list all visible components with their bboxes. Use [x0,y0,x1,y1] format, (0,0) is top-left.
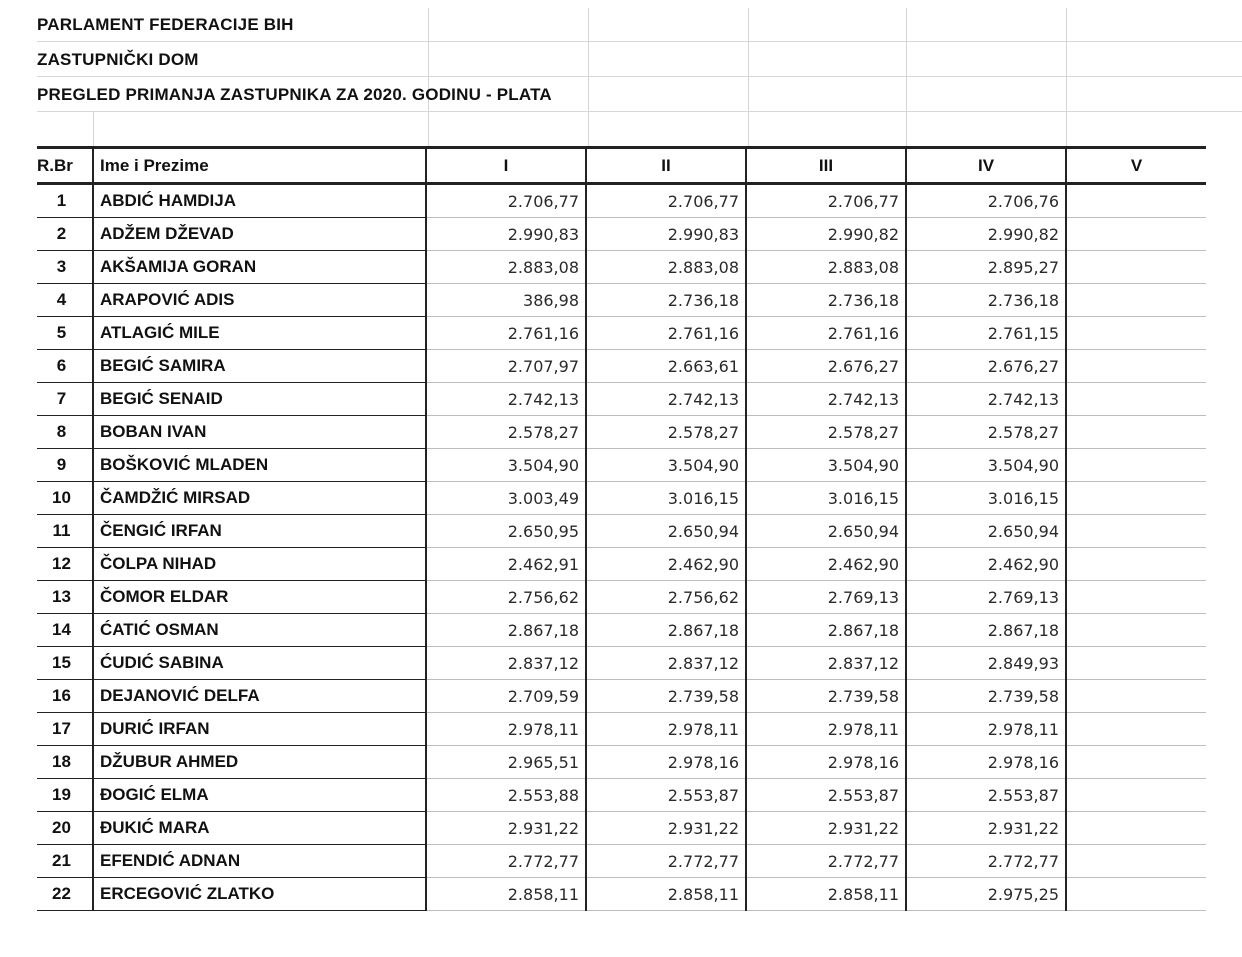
table-row [37,746,1206,779]
month-3-value: 2.867,18 [746,614,906,647]
month-5-value [1066,845,1206,878]
member-name: ĐOGIĆ ELMA [93,779,426,812]
month-4-value: 2.706,76 [906,184,1066,218]
table-row [37,680,1206,713]
month-5-value [1066,779,1206,812]
month-2-value: 2.978,16 [586,746,746,779]
month-1-value: 2.931,22 [426,812,586,845]
month-1-value: 2.707,97 [426,350,586,383]
member-name: BEGIĆ SENAID [93,383,426,416]
month-1-value: 2.742,13 [426,383,586,416]
row-number: 6 [37,350,93,383]
month-4-value: 2.931,22 [906,812,1066,845]
column-header-month-3: III [746,148,906,184]
member-name: ĐUKIĆ MARA [93,812,426,845]
member-name: ĆUDIĆ SABINA [93,647,426,680]
month-1-value: 2.578,27 [426,416,586,449]
row-number: 21 [37,845,93,878]
member-name: ARAPOVIĆ ADIS [93,284,426,317]
month-3-value: 2.736,18 [746,284,906,317]
table-row [37,548,1206,581]
month-1-value: 2.883,08 [426,251,586,284]
table-row [37,317,1206,350]
month-5-value [1066,449,1206,482]
month-5-value [1066,284,1206,317]
month-3-value: 3.016,15 [746,482,906,515]
month-4-value: 3.016,15 [906,482,1066,515]
month-4-value: 2.990,82 [906,218,1066,251]
table-row [37,812,1206,845]
month-1-value: 2.706,77 [426,184,586,218]
month-5-value [1066,416,1206,449]
month-2-value: 2.978,11 [586,713,746,746]
month-2-value: 2.462,90 [586,548,746,581]
member-name: AKŠAMIJA GORAN [93,251,426,284]
month-4-value: 2.978,11 [906,713,1066,746]
table-row [37,218,1206,251]
month-1-value: 386,98 [426,284,586,317]
month-3-value: 2.462,90 [746,548,906,581]
table-row [37,449,1206,482]
member-name: BOBAN IVAN [93,416,426,449]
member-name: ČAMDŽIĆ MIRSAD [93,482,426,515]
month-5-value [1066,878,1206,911]
month-4-value: 2.742,13 [906,383,1066,416]
month-5-value [1066,581,1206,614]
month-3-value: 2.978,16 [746,746,906,779]
report-title: PREGLED PRIMANJA ZASTUPNIKA ZA 2020. GODINU - PLATA [37,85,552,104]
month-5-value [1066,184,1206,218]
month-2-value: 3.504,90 [586,449,746,482]
month-2-value: 2.761,16 [586,317,746,350]
row-number: 7 [37,383,93,416]
member-name: DEJANOVIĆ DELFA [93,680,426,713]
row-number: 11 [37,515,93,548]
month-2-value: 2.650,94 [586,515,746,548]
member-name: ČOMOR ELDAR [93,581,426,614]
month-3-value: 2.650,94 [746,515,906,548]
member-name: DURIĆ IRFAN [93,713,426,746]
table-row [37,515,1206,548]
member-name: ĆATIĆ OSMAN [93,614,426,647]
month-2-value: 2.837,12 [586,647,746,680]
table-row [37,581,1206,614]
grid-line [748,8,749,146]
member-name: ČOLPA NIHAD [93,548,426,581]
member-name: BEGIĆ SAMIRA [93,350,426,383]
month-4-value: 2.978,16 [906,746,1066,779]
row-number: 13 [37,581,93,614]
row-number: 8 [37,416,93,449]
month-3-value: 2.578,27 [746,416,906,449]
row-number: 5 [37,317,93,350]
grid-line [588,8,589,146]
member-name: ATLAGIĆ MILE [93,317,426,350]
month-1-value: 2.858,11 [426,878,586,911]
month-2-value: 2.742,13 [586,383,746,416]
month-3-value: 2.761,16 [746,317,906,350]
member-name: ADŽEM DŽEVAD [93,218,426,251]
grid-line [93,112,94,146]
month-4-value: 2.553,87 [906,779,1066,812]
table-row [37,383,1206,416]
month-2-value: 2.736,18 [586,284,746,317]
column-header-rbr: R.Br [37,148,93,184]
table-row [37,647,1206,680]
table-row [37,779,1206,812]
month-2-value: 2.756,62 [586,581,746,614]
month-5-value [1066,482,1206,515]
salary-table [37,146,1206,911]
table-row [37,251,1206,284]
row-number: 3 [37,251,93,284]
month-3-value: 2.883,08 [746,251,906,284]
month-5-value [1066,614,1206,647]
column-header-name: Ime i Prezime [93,148,426,184]
row-number: 20 [37,812,93,845]
chamber-title: ZASTUPNIČKI DOM [37,50,199,69]
month-4-value: 2.676,27 [906,350,1066,383]
month-1-value: 2.867,18 [426,614,586,647]
month-4-value: 2.769,13 [906,581,1066,614]
member-name: DŽUBUR AHMED [93,746,426,779]
month-4-value: 2.849,93 [906,647,1066,680]
row-number: 16 [37,680,93,713]
month-4-value: 2.761,15 [906,317,1066,350]
month-1-value: 2.965,51 [426,746,586,779]
row-number: 12 [37,548,93,581]
month-1-value: 2.772,77 [426,845,586,878]
member-name: ČENGIĆ IRFAN [93,515,426,548]
row-number: 14 [37,614,93,647]
month-2-value: 2.706,77 [586,184,746,218]
month-2-value: 2.867,18 [586,614,746,647]
row-number: 15 [37,647,93,680]
month-1-value: 2.650,95 [426,515,586,548]
month-4-value: 2.975,25 [906,878,1066,911]
month-4-value: 2.736,18 [906,284,1066,317]
month-5-value [1066,515,1206,548]
month-2-value: 2.990,83 [586,218,746,251]
month-2-value: 2.578,27 [586,416,746,449]
month-2-value: 2.739,58 [586,680,746,713]
table-row [37,713,1206,746]
month-3-value: 2.772,77 [746,845,906,878]
table-row [37,350,1206,383]
month-3-value: 2.858,11 [746,878,906,911]
table-row [37,878,1206,911]
member-name: ERCEGOVIĆ ZLATKO [93,878,426,911]
row-number: 4 [37,284,93,317]
month-1-value: 2.553,88 [426,779,586,812]
month-3-value: 2.553,87 [746,779,906,812]
month-5-value [1066,317,1206,350]
table-row [37,614,1206,647]
institution-title: PARLAMENT FEDERACIJE BIH [37,15,294,34]
grid-line [1066,8,1067,146]
table-row [37,416,1206,449]
month-1-value: 2.462,91 [426,548,586,581]
grid-line [906,8,907,146]
row-number: 10 [37,482,93,515]
month-5-value [1066,548,1206,581]
month-3-value: 2.739,58 [746,680,906,713]
table-row [37,845,1206,878]
row-number: 18 [37,746,93,779]
month-4-value: 2.867,18 [906,614,1066,647]
month-4-value: 2.462,90 [906,548,1066,581]
member-name: ABDIĆ HAMDIJA [93,184,426,218]
month-2-value: 3.016,15 [586,482,746,515]
month-5-value [1066,647,1206,680]
month-5-value [1066,746,1206,779]
month-1-value: 2.756,62 [426,581,586,614]
month-3-value: 2.706,77 [746,184,906,218]
column-header-month-4: IV [906,148,1066,184]
month-4-value: 3.504,90 [906,449,1066,482]
table-row [37,284,1206,317]
member-name: BOŠKOVIĆ MLADEN [93,449,426,482]
table-body [37,184,1206,911]
month-1-value: 2.761,16 [426,317,586,350]
month-1-value: 3.504,90 [426,449,586,482]
month-1-value: 2.709,59 [426,680,586,713]
month-1-value: 2.990,83 [426,218,586,251]
header-row [37,148,1206,184]
table-row [37,482,1206,515]
row-number: 19 [37,779,93,812]
month-3-value: 3.504,90 [746,449,906,482]
row-number: 22 [37,878,93,911]
month-3-value: 2.769,13 [746,581,906,614]
row-number: 17 [37,713,93,746]
month-1-value: 3.003,49 [426,482,586,515]
month-5-value [1066,680,1206,713]
column-header-month-1: I [426,148,586,184]
month-5-value [1066,383,1206,416]
row-number: 2 [37,218,93,251]
month-2-value: 2.663,61 [586,350,746,383]
month-2-value: 2.931,22 [586,812,746,845]
row-number: 1 [37,184,93,218]
grid-line [428,8,429,146]
month-4-value: 2.650,94 [906,515,1066,548]
month-4-value: 2.895,27 [906,251,1066,284]
month-3-value: 2.742,13 [746,383,906,416]
month-3-value: 2.978,11 [746,713,906,746]
month-5-value [1066,713,1206,746]
member-name: EFENDIĆ ADNAN [93,845,426,878]
month-1-value: 2.837,12 [426,647,586,680]
column-header-month-5: V [1066,148,1206,184]
month-3-value: 2.676,27 [746,350,906,383]
month-4-value: 2.772,77 [906,845,1066,878]
month-2-value: 2.772,77 [586,845,746,878]
month-5-value [1066,218,1206,251]
month-2-value: 2.858,11 [586,878,746,911]
column-header-month-2: II [586,148,746,184]
month-5-value [1066,812,1206,845]
month-3-value: 2.931,22 [746,812,906,845]
grid-line [37,76,1242,77]
month-5-value [1066,251,1206,284]
month-3-value: 2.837,12 [746,647,906,680]
table-row [37,184,1206,218]
month-4-value: 2.578,27 [906,416,1066,449]
month-3-value: 2.990,82 [746,218,906,251]
month-5-value [1066,350,1206,383]
row-number: 9 [37,449,93,482]
month-2-value: 2.883,08 [586,251,746,284]
month-2-value: 2.553,87 [586,779,746,812]
month-1-value: 2.978,11 [426,713,586,746]
month-4-value: 2.739,58 [906,680,1066,713]
